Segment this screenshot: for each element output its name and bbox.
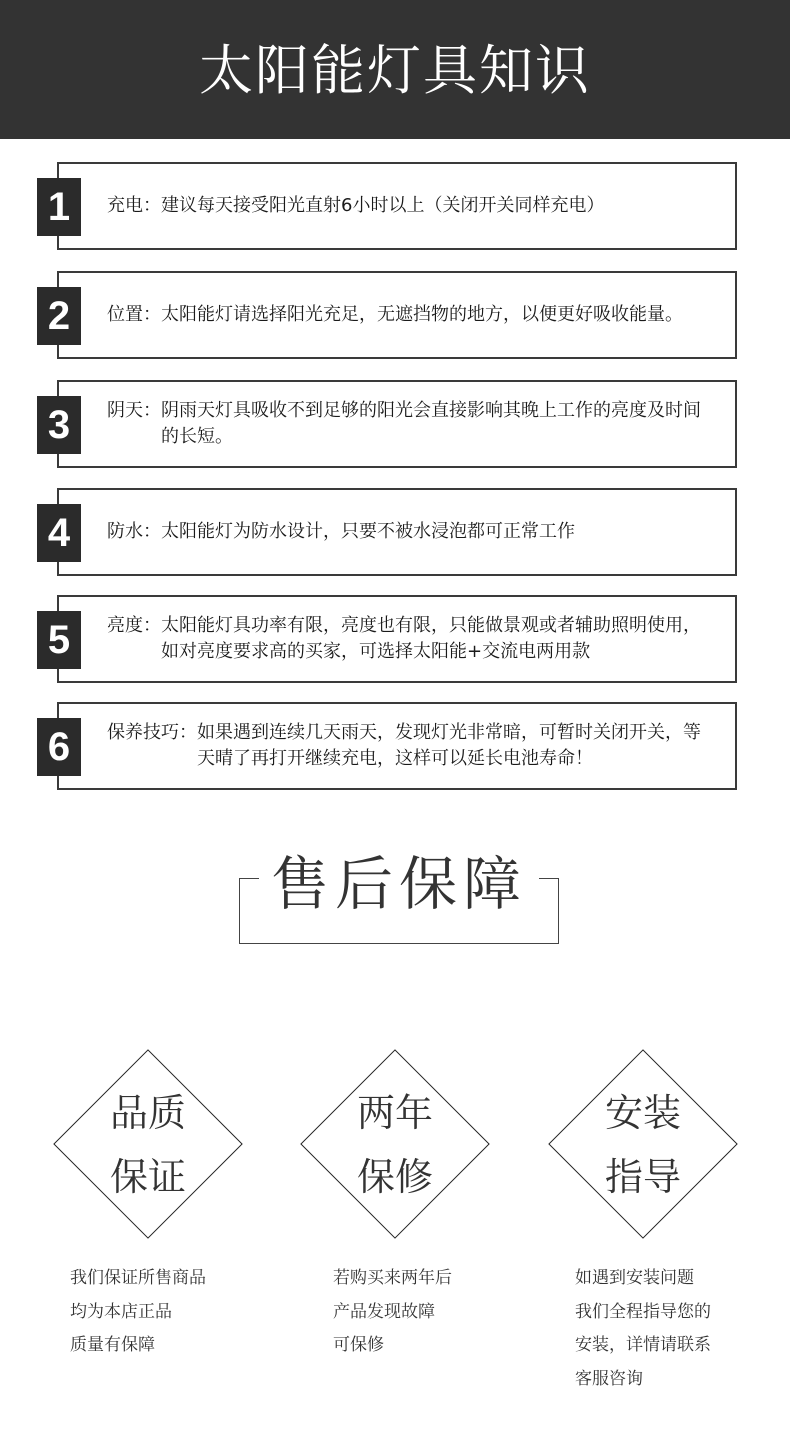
tip-label: 充电： bbox=[107, 195, 161, 216]
guarantee-quality-desc: 我们保证所售商品 均为本店正品 质量有保障 bbox=[70, 1268, 206, 1355]
page-title: 太阳能灯具知识 bbox=[199, 39, 591, 102]
guarantee-quality-title: 品质 保证 bbox=[109, 1091, 186, 1199]
tip-card-2 bbox=[47, 271, 737, 359]
tip-number-badge: 2 bbox=[37, 287, 81, 345]
after-sales-title: 售后保障 bbox=[259, 846, 539, 922]
tip-label: 保养技巧： bbox=[107, 722, 197, 743]
tip-card-4 bbox=[47, 488, 737, 576]
tip-text: 太阳能灯请选择阳光充足，无遮挡物的地方，以便更好吸收能量。 bbox=[161, 304, 683, 325]
tip-label: 位置： bbox=[107, 304, 161, 325]
header-banner bbox=[0, 0, 790, 139]
tip-number-badge: 6 bbox=[37, 718, 81, 776]
tip-text: 建议每天接受阳光直射6小时以上（关闭开关同样充电） bbox=[161, 195, 605, 216]
tip-label: 阴天： bbox=[107, 400, 161, 421]
guarantee-warranty-title: 两年 保修 bbox=[356, 1091, 433, 1199]
guarantee-warranty-desc: 若购买来两年后 产品发现故障 可保修 bbox=[333, 1268, 452, 1355]
tip-label: 亮度： bbox=[107, 615, 161, 636]
tip-label: 防水： bbox=[107, 521, 161, 542]
tip-number-badge: 3 bbox=[37, 396, 81, 454]
tip-number-badge: 1 bbox=[37, 178, 81, 236]
tip-number-badge: 4 bbox=[37, 504, 81, 562]
tip-card-3 bbox=[47, 380, 737, 468]
tip-card-6 bbox=[47, 702, 737, 790]
guarantee-install-desc: 如遇到安装问题 我们全程指导您的 安装，详情请联系 客服咨询 bbox=[575, 1268, 711, 1389]
tip-text: 太阳能灯为防水设计，只要不被水浸泡都可正常工作 bbox=[161, 521, 575, 542]
tip-text: 太阳能灯具功率有限，亮度也有限，只能做景观或者辅助照明使用，如对亮度要求高的买家，可选择太阳能+交流电两用款 bbox=[161, 615, 701, 662]
tip-card-5 bbox=[47, 595, 737, 683]
tip-text: 如果遇到连续几天雨天，发现灯光非常暗，可暂时关闭开关，等天晴了再打开继续充电，这样可以延长电池寿命！ bbox=[197, 722, 701, 769]
guarantee-install-title: 安装 指导 bbox=[604, 1091, 681, 1199]
tip-number-badge: 5 bbox=[37, 611, 81, 669]
tip-text: 阴雨天灯具吸收不到足够的阳光会直接影响其晚上工作的亮度及时间的长短。 bbox=[161, 400, 701, 447]
tip-card-1 bbox=[47, 162, 737, 250]
